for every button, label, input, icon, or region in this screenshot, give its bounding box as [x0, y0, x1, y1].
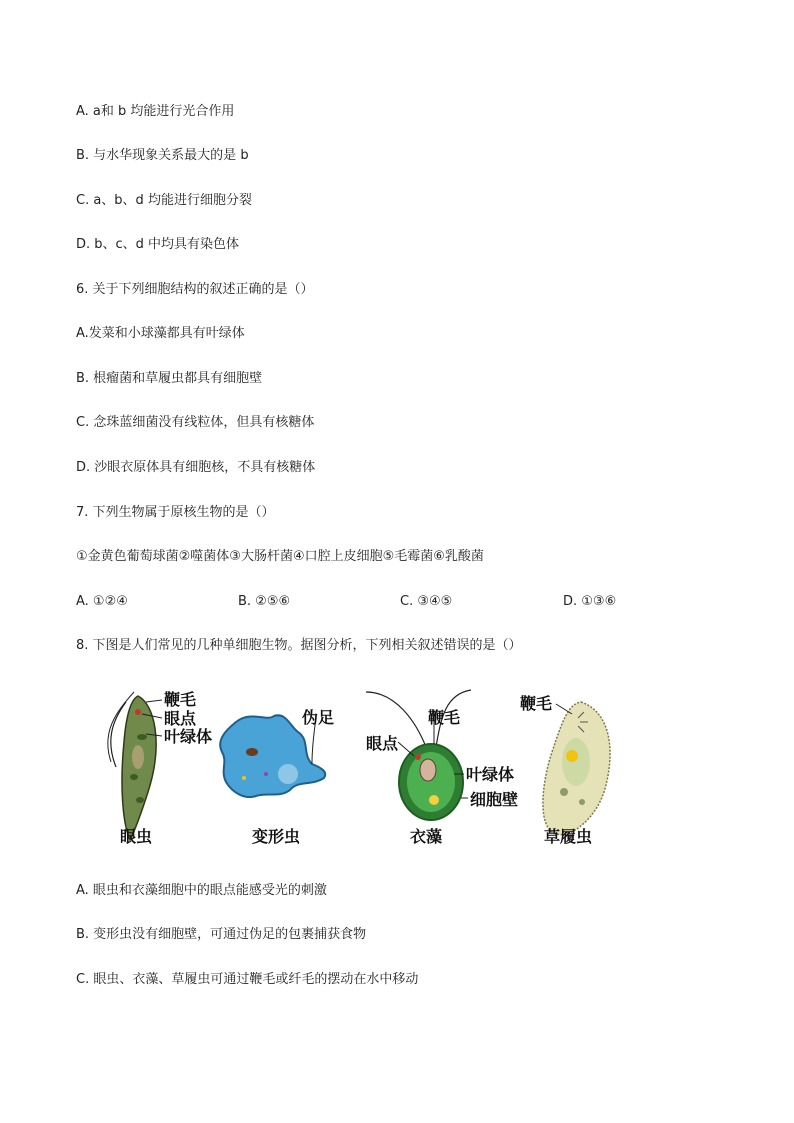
paramecium-illustration: [543, 702, 610, 835]
chlamydomonas-chloroplast-label: 叶绿体: [466, 765, 515, 784]
euglena-illustration: [108, 692, 162, 840]
q6-option-c: C. 念珠蓝细菌没有线粒体，但具有核糖体: [76, 415, 315, 430]
q5-option-a: A. a和 b 均能进行光合作用: [76, 104, 235, 119]
chlamydomonas-caption: 衣藻: [410, 827, 443, 846]
euglena-flagellum-label: 鞭毛: [164, 690, 197, 709]
q6-option-a: A.发菜和小球藻都具有叶绿体: [76, 326, 245, 341]
euglena-chloroplast-label: 叶绿体: [164, 727, 213, 746]
q7-option-c: C. ③④⑤: [400, 594, 453, 609]
q5-option-c: C. a、b、d 均能进行细胞分裂: [76, 193, 252, 208]
q6-stem: 6. 关于下列细胞结构的叙述正确的是（）: [76, 282, 314, 297]
paramecium-caption: 草履虫: [544, 827, 593, 846]
q5-option-d: D. b、c、d 中均具有染色体: [76, 237, 240, 252]
q7-stem: 7. 下列生物属于原核生物的是（）: [76, 505, 275, 520]
q8-option-c: C. 眼虫、衣藻、草履虫可通过鞭毛或纤毛的摆动在水中移动: [76, 972, 419, 987]
euglena-caption: 眼虫: [120, 827, 153, 846]
euglena-eyespot-label: 眼点: [164, 709, 197, 728]
chlamydomonas-eyespot-label: 眼点: [366, 734, 399, 753]
paramecium-flagellum-label: 鞭毛: [520, 694, 553, 713]
q7-organism-list: ①金黄色葡萄球菌②噬菌体③大肠杆菌④口腔上皮细胞⑤毛霉菌⑥乳酸菌: [76, 549, 484, 564]
organisms-figure: [76, 682, 636, 852]
chlamydomonas-flagellum-label: 鞭毛: [428, 708, 461, 727]
chlamydomonas-cellwall-label: 细胞壁: [470, 790, 519, 809]
q7-option-b: B. ②⑤⑥: [238, 594, 291, 609]
q7-option-d: D. ①③⑥: [563, 594, 617, 609]
q7-option-a: A. ①②④: [76, 594, 128, 609]
q8-option-b: B. 变形虫没有细胞壁，可通过伪足的包裹捕获食物: [76, 927, 367, 942]
q6-option-b: B. 根瘤菌和草履虫都具有细胞壁: [76, 371, 263, 386]
q8-stem: 8. 下图是人们常见的几种单细胞生物。据图分析，下列相关叙述错误的是（）: [76, 638, 522, 653]
amoeba-caption: 变形虫: [252, 827, 301, 846]
amoeba-pseudopod-label: 伪足: [302, 708, 335, 727]
q8-option-a: A. 眼虫和衣藻细胞中的眼点能感受光的刺激: [76, 883, 327, 898]
q5-option-b: B. 与水华现象关系最大的是 b: [76, 148, 249, 163]
q6-option-d: D. 沙眼衣原体具有细胞核，不具有核糖体: [76, 460, 316, 475]
